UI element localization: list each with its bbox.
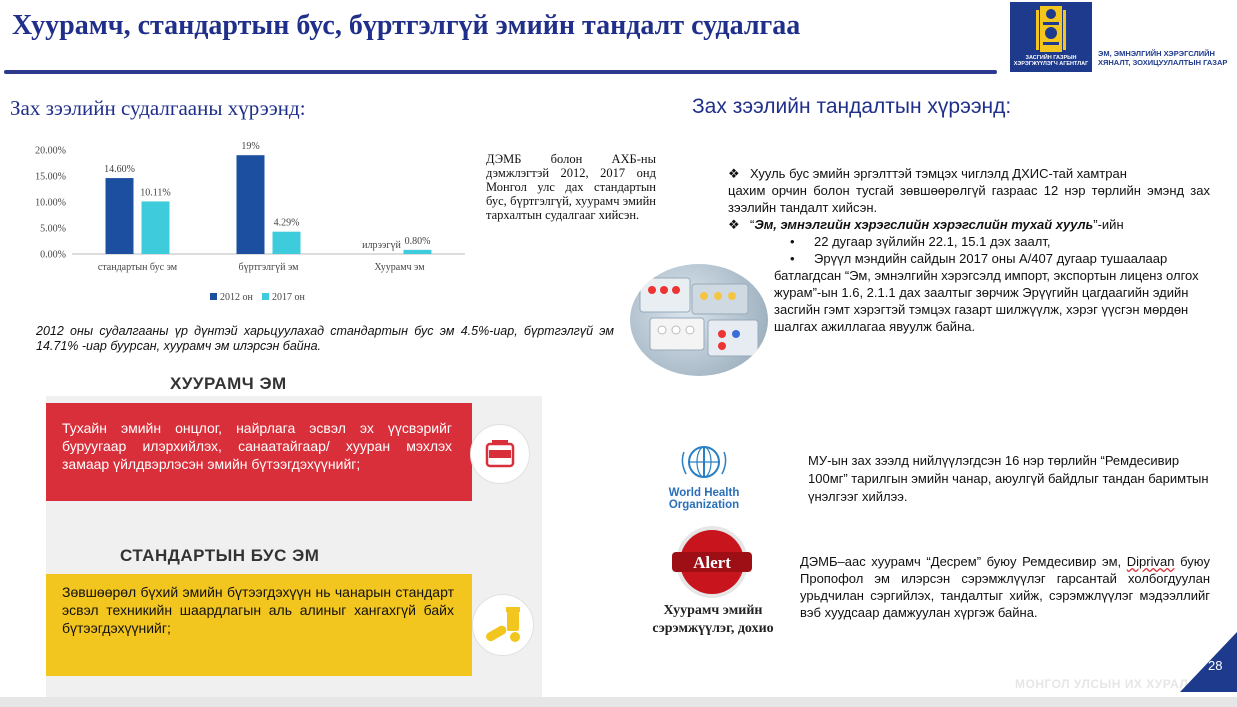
data-label: 10.11%	[140, 187, 171, 199]
data-label: 19%	[241, 141, 260, 153]
bar-0-1	[237, 155, 265, 254]
market-research-heading: Зах зээлийн судалгааны хүрээнд:	[10, 96, 306, 120]
legend-swatch	[262, 293, 269, 300]
y-tick-label: 10.00%	[35, 197, 66, 209]
substandard-definition: Зөвшөөрөл бүхий эмийн бүтээгдэхүүн нь чанарын стандарт эсвэл техникийн шаардлагын аль алиныг хангахгүй байх бүтээгдэхүүнийг;	[62, 584, 454, 636]
bullet-item	[728, 165, 1210, 182]
bar-0-0	[106, 178, 134, 254]
diprivan-word: Diprivan	[1126, 554, 1175, 569]
chart-legend	[210, 292, 306, 303]
substandard-heading: СТАНДАРТЫН БУС ЭМ	[120, 546, 320, 565]
diamond-bullet-icon: ❖	[728, 217, 740, 232]
footer-text: МОНГОЛ УЛСЫН ИХ ХУРАЛ	[1015, 677, 1189, 691]
alert-description: ДЭМБ–аас хуурамч “Десрем” буюу Ремдесивир эм, Diprivan буюу Пропофол эм илэрсэн сэрэмжлүүлэг гарсантай холбогдуулан урьдчилан сэргийлэх, тандалтыг хийж, сэрэмжлүүлэг мэдээллийг вэб хуудсаар дамжуулан хүргэж байна.	[800, 554, 1210, 620]
study-summary: 2012 оны судалгааны үр дүнтэй харьцуулахад стандартын бус эм 4.5%-иар, бүртгэлгүй эм 14.71% -иар буурсан, хуурамч эм илэрсэн байна.	[36, 324, 614, 353]
law-suffix: ”-ийн	[1093, 217, 1124, 232]
falsified-heading: ХУУРАМЧ ЭМ	[170, 374, 287, 393]
pills-icon	[472, 594, 534, 656]
bullet1-continuation: цахим орчин болон тусгай зөвшөөрөлгүй газраас 12 нэр төрлийн эмэнд зах зээлийн тандалт хийсэн.	[728, 183, 1210, 215]
bar-1-0	[142, 201, 170, 254]
legend-label: 2012 он	[220, 292, 253, 303]
diamond-bullet-icon: ❖	[728, 166, 740, 181]
bullet1-text: Хууль бус эмийн эргэлттэй тэмцэх чиглэлд ДХИС-тай хамтран	[750, 166, 1127, 181]
data-label: 14.60%	[104, 164, 135, 176]
data-label: 0.80%	[404, 235, 431, 247]
legend-label: 2017 он	[272, 292, 305, 303]
x-tick-label: Хуурамч эм	[374, 262, 425, 273]
logo-caption: ЗАСГИЙН ГАЗРЫН ХЭРЭГЖҮҮЛЭГЧ АГЕНТЛАГ	[1013, 55, 1089, 67]
study-description: ДЭМБ болон АХБ-ны дэмжлэгтэй 2012, 2017 онд Монгол улс дах стандартын бус, бүртгэлгүй, хуурамч эмийн тархалтын судалгааг хийсэн.	[486, 152, 656, 222]
data-label: 4.29%	[273, 217, 300, 229]
sub-bullet	[728, 250, 1210, 267]
x-tick-label: бүртгэлгүй эм	[238, 262, 299, 273]
y-tick-label: 15.00%	[35, 171, 66, 183]
alert-caption: Хуурамч эмийн сэрэмжүүлэг, дохио	[652, 603, 774, 636]
who-emblem-icon	[656, 442, 752, 482]
sub-bullet	[728, 233, 1210, 250]
alert-emblem	[662, 522, 762, 602]
law-name: Эм, эмнэлгийн хэрэгслийн хэрэгслийн тухай хууль	[754, 217, 1094, 232]
bullet-item: ❖ “Эм, эмнэлгийн хэрэгслийн хэрэгслийн тухай хууль”-ийн	[728, 217, 1124, 232]
chart-bars	[98, 141, 432, 273]
surveillance-bullets	[728, 165, 1210, 335]
y-tick-label: 20.00%	[35, 145, 66, 157]
x-tick-label: стандартын бус эм	[97, 262, 178, 273]
title-underline	[4, 70, 997, 74]
soyombo-icon	[1010, 2, 1092, 57]
sub-continuation: батлагдсан “Эм, эмнэлгийн хэрэгсэлд импорт, экспортын лиценз олгох журам”-ын 1.6, 2.1.1 дах заалтыг зөрчиж Эрүүгийн цагдаагийн эдийн засгийн гэмт хэрэгтэй тэмцэх газарт шилжүүлж, хэрэг үүсгэн мөрдөн шалгах ажиллагаа явуулж байна.	[774, 268, 1199, 334]
page-title: Хуурамч, стандартын бус, бүртгэлгүй эмийн тандалт судалгаа	[12, 10, 801, 41]
who-logo-line1: World Health	[668, 487, 740, 499]
alert-word: Alert	[693, 553, 731, 572]
sub2-text: Эрүүл мэндийн сайдын 2017 оны А/407 дугаар тушаалаар	[814, 251, 1168, 266]
sub1-text: 22 дугаар зүйлийн 22.1, 15.1 дэх заалт,	[814, 234, 1051, 249]
y-tick-label: 5.00%	[40, 223, 66, 235]
falsified-definition: Тухайн эмийн онцлог, найрлага эсвэл эх үүсвэрийг буруугаар илэрхийлэх, санаатайгаар/ хууран мэхлэх замаар үйлдвэрлэсэн эмийн бүтээгдэхүүнийг;	[62, 420, 452, 472]
bar-chart	[10, 136, 472, 308]
bar-1-2	[404, 250, 432, 254]
legend-swatch	[210, 293, 217, 300]
data-label: илрээгүй	[362, 240, 401, 251]
bar-1-1	[273, 232, 301, 254]
pills-photo	[630, 264, 768, 376]
footer-bar	[0, 697, 1237, 707]
agency-name: ЭМ, ЭМНЭЛГИЙН ХЭРЭГСЛИЙН ХЯНАЛТ, ЗОХИЦУУЛАЛТЫН ГАЗАР	[1098, 49, 1228, 67]
page-number: 28	[1208, 658, 1223, 673]
who-logo	[656, 442, 752, 511]
who-remdesivir-text: МУ-ын зах зээлд нийлүүлэгдсэн 16 нэр төрлийн “Ремдесивир 100мг” тарилгын эмийн чанар, аюулгүй байдлыг тандан баримтын үнэлгээг хийлээ.	[808, 453, 1209, 504]
market-surveillance-heading: Зах зээлийн тандалтын хүрээнд:	[692, 95, 1012, 118]
bullet-dot-icon: •	[790, 234, 795, 249]
who-logo-line2: Organization	[668, 499, 740, 511]
bullet-dot-icon: •	[790, 251, 795, 266]
pill-box-icon	[470, 424, 530, 484]
y-tick-label: 0.00%	[40, 249, 66, 261]
